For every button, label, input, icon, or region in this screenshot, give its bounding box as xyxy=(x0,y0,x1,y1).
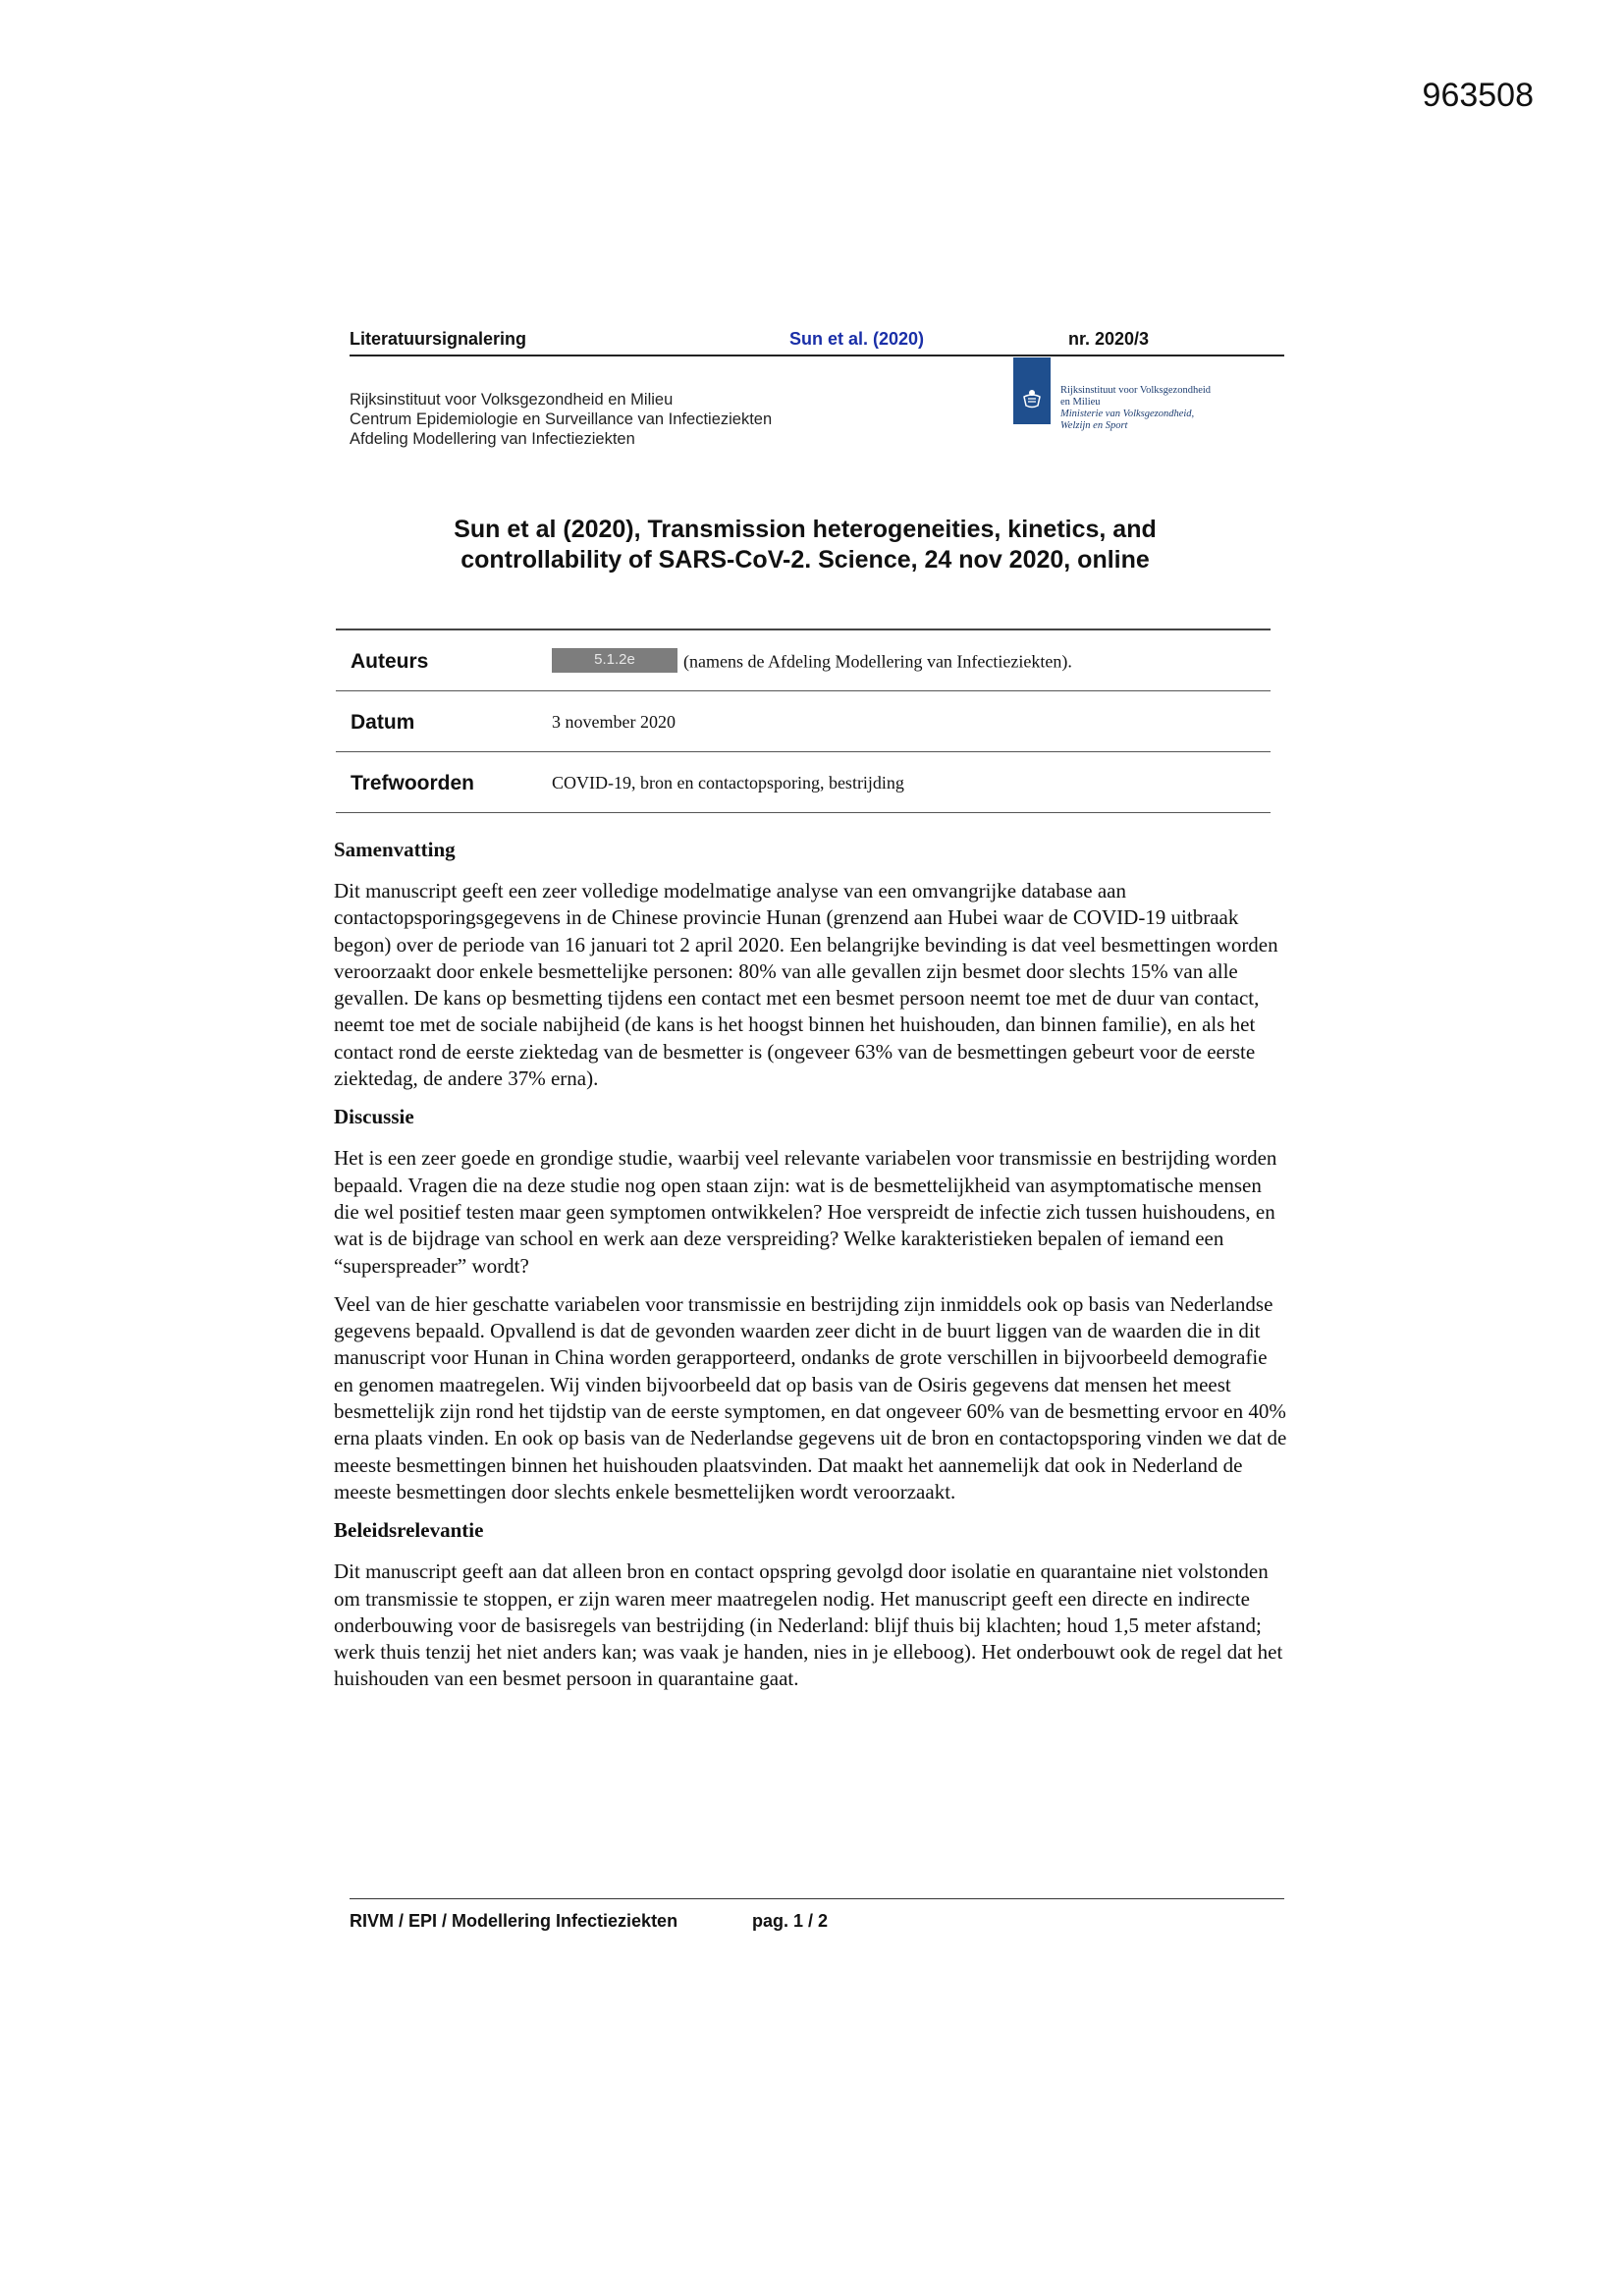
authors-value: (namens de Afdeling Modellering van Infectieziekten). xyxy=(683,651,1072,672)
keywords-value: COVID-19, bron en contactopsporing, bestrijding xyxy=(552,773,904,793)
logo-line-4: Welzijn en Sport xyxy=(1060,420,1128,431)
date-row xyxy=(336,691,1271,752)
rivm-logo xyxy=(1013,357,1269,446)
summary-heading: Samenvatting xyxy=(334,838,456,861)
title-line-2: controllability of SARS-CoV-2. Science, 24 nov 2020, online xyxy=(460,546,1150,574)
page-footer xyxy=(350,1898,1284,1932)
institution-line-1: Rijksinstituut voor Volksgezondheid en Milieu xyxy=(350,391,674,409)
body-sections xyxy=(334,837,1288,1705)
header-label: Literatuursignalering xyxy=(350,329,527,349)
logo-line-3: Ministerie van Volksgezondheid, xyxy=(1060,409,1195,419)
institution-block xyxy=(350,390,772,449)
authors-row xyxy=(336,630,1271,691)
authors-label: Auteurs xyxy=(351,650,429,673)
document-id: 963508 xyxy=(1422,77,1534,114)
discussion-paragraph-2: Veel van de hier geschatte variabelen voor transmissie en bestrijding zijn inmiddels ook op basis van Nederlandse gegevens bepaald. Opvallend is dat de gevonden waarden zeer dicht in de buurt liggen van de waarden die in dit manuscript voor Hunan in China worden gerapporteerd, ondanks de grote verschillen in bijvoorbeeld demografie en genomen maatregelen. Wij vinden bijvoorbeeld dat op basis van de Osiris gegevens dat mensen het meest besmettelijk zijn rond het tijdstip van de eerste symptomen, en dat ongeveer 60% van de besmetting ervoor en 40% erna plaats vinden. En ook op basis van de Nederlandse gegevens uit de bron en contactopsporing vinden we dat de meeste besmettingen binnen het huishouden plaatsvinden. Dat maakt het aannemelijk dat ook in Nederland de meeste besmettingen door slechts enkele besmettelijken wordt veroorzaakt. xyxy=(334,1291,1287,1503)
logo-text xyxy=(1060,385,1211,432)
logo-bar xyxy=(1013,357,1051,424)
policy-heading: Beleidsrelevantie xyxy=(334,1518,484,1543)
summary-paragraph: Dit manuscript geeft een zeer volledige modelmatige analyse van een omvangrijke database aan contactopsporingsgegevens in de Chinese provincie Hunan (grenzend aan Hubei waar de COVID-19 uitbraak begon) over de periode van 16 januari tot 2 april 2020. Een belangrijke bevinding is dat veel besmettingen worden veroorzaakt door enkele besmettelijke personen: 80% van alle gevallen zijn besmet door slechts 15% van alle gevallen. De kans op besmetting tijdens een contact met een besmet persoon neemt toe met de duur van contact, neemt toe met de sociale nabijheid (de kans is het hoogst binnen het huishouden, dan binnen familie), en als het contact rond de eerste ziektedag van de besmetter is (ongeveer 63% van de besmettingen gebeurt voor de eerste ziektedag, de andere 37% erna). xyxy=(334,879,1278,1091)
date-value: 3 november 2020 xyxy=(552,712,676,732)
keywords-label: Trefwoorden xyxy=(351,772,475,794)
discussion-heading: Discussie xyxy=(334,1105,414,1129)
institution-line-2: Centrum Epidemiologie en Surveillance van Infectieziekten xyxy=(350,410,773,428)
institution-line-3: Afdeling Modellering van Infectieziekten xyxy=(350,430,635,448)
title-line-1: Sun et al (2020), Transmission heterogeneities, kinetics, and xyxy=(454,516,1157,543)
document-title xyxy=(334,515,1276,575)
date-label: Datum xyxy=(351,711,415,734)
header-number: nr. 2020/3 xyxy=(1068,329,1150,349)
footer-page-number: pag. 1 / 2 xyxy=(752,1911,829,1931)
logo-line-1: Rijksinstituut voor Volksgezondheid xyxy=(1060,385,1212,396)
policy-paragraph: Dit manuscript geeft aan dat alleen bron en contact opspring gevolgd door isolatie en quarantaine niet volstonden om transmissie te stoppen, er zijn waren meer maatregelen nodig. Het manuscript geeft een directe en indirecte onderbouwing voor de basisregels van bestrijding (in Nederland: blijf thuis bij klachten; houd 1,5 meter afstand; werk thuis tenzij het niet anders kan; was vaak je handen, nies in je elleboog). Het onderbouwt ook de regel dat het huishouden van een besmet persoon in quarantaine gaat. xyxy=(334,1559,1283,1691)
keywords-row xyxy=(336,752,1271,813)
redaction-box: 5.1.2e xyxy=(552,648,677,673)
letterhead-header xyxy=(350,329,1284,356)
logo-line-2: en Milieu xyxy=(1060,397,1101,408)
metadata-table xyxy=(336,629,1271,813)
discussion-paragraph-1: Het is een zeer goede en grondige studie, waarbij veel relevante variabelen voor transmissie en bestrijding worden bepaald. Vragen die na deze studie nog open staan zijn: wat is de besmettelijkheid van asymptomatische mensen die wel positief testen maar geen symptomen ontwikkelen? Hoe verspreidt de infectie zich tussen huishoudens, en wat is de bijdrage van school en werk aan deze verspreiding? Welke karakteristieken bepalen of iemand een “superspreader” wordt? xyxy=(334,1146,1277,1278)
crest-icon xyxy=(1021,387,1043,409)
header-reference: Sun et al. (2020) xyxy=(789,329,925,349)
footer-org: RIVM / EPI / Modellering Infectieziekten xyxy=(350,1911,678,1931)
authors-value-cell xyxy=(552,651,1072,676)
